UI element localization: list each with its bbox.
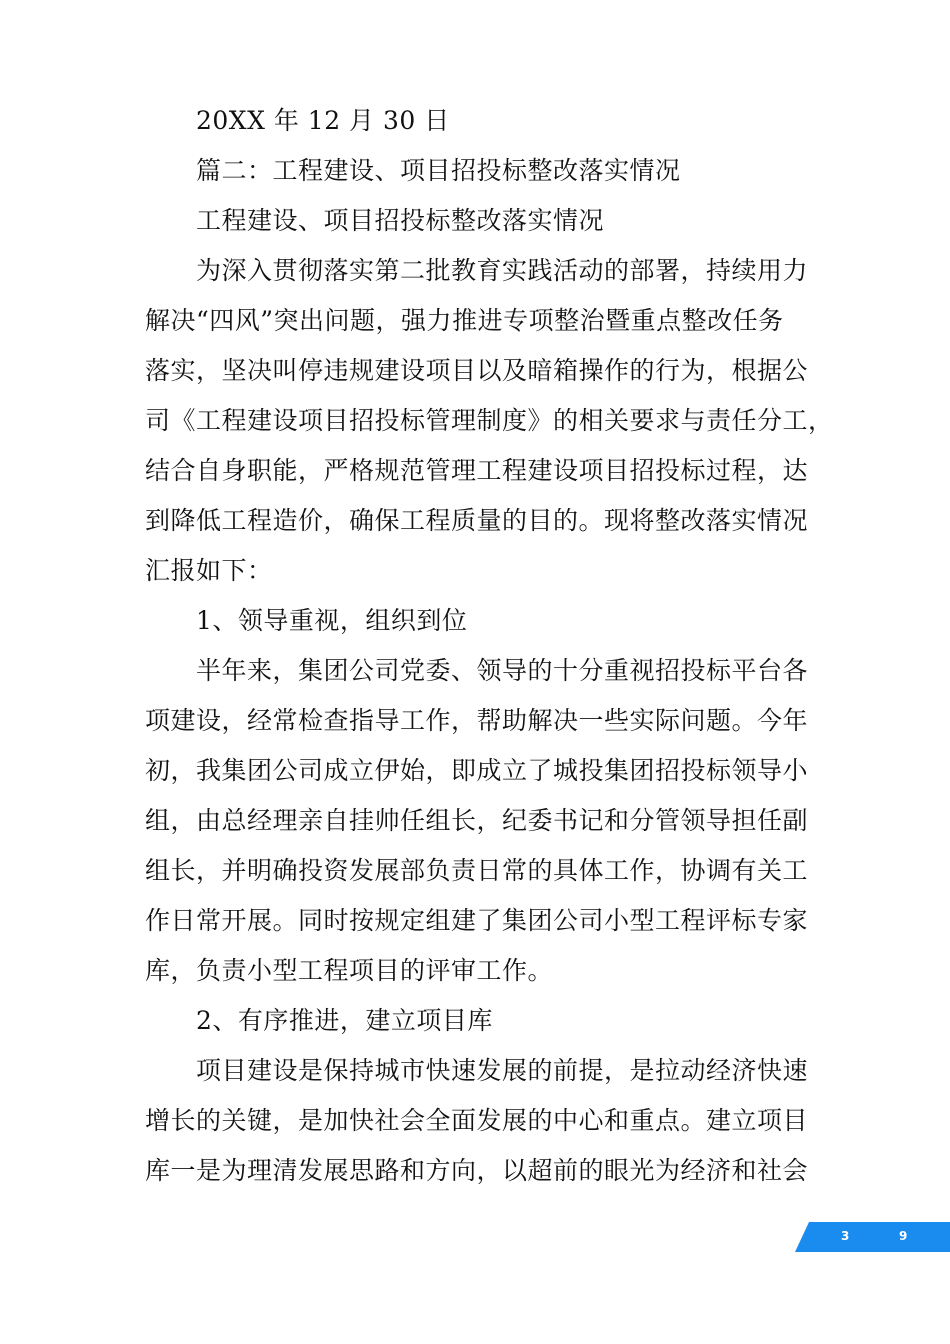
text-line: 到降低工程造价，确保工程质量的目的。现将整改落实情况 <box>145 506 809 535</box>
text-line: 半年来，集团公司党委、领导的十分重视招投标平台各 <box>196 656 809 685</box>
text-line: 落实，坚决叫停违规建设项目以及暗箱操作的行为，根据公 <box>145 356 809 385</box>
text-line: 1、领导重视，组织到位 <box>196 606 468 635</box>
text-line: 结合自身职能，严格规范管理工程建设项目招投标过程，达 <box>145 456 809 485</box>
text-line: 初，我集团公司成立伊始，即成立了城投集团招投标领导小 <box>145 756 809 785</box>
text-line: 司《工程建设项目招投标管理制度》的相关要求与责任分工， <box>145 406 834 435</box>
page-number-total: 9 <box>899 1229 908 1243</box>
text-line: 库一是为理清发展思路和方向，以超前的眼光为经济和社会 <box>145 1156 809 1185</box>
text-line: 为深入贯彻落实第二批教育实践活动的部署，持续用力 <box>196 256 809 285</box>
text-line: 项建设，经常检查指导工作，帮助解决一些实际问题。今年 <box>145 706 809 735</box>
text-line: 组长，并明确投资发展部负责日常的具体工作，协调有关工 <box>145 856 809 885</box>
page-number-current: 3 <box>841 1229 850 1243</box>
text-line: 组，由总经理亲自挂帅任组长，纪委书记和分管领导担任副 <box>145 806 809 835</box>
page-indicator-background <box>795 1222 950 1252</box>
page-indicator <box>795 1222 950 1252</box>
text-line: 增长的关键，是加快社会全面发展的中心和重点。建立项目 <box>145 1106 809 1135</box>
text-line: 篇二：工程建设、项目招投标整改落实情况 <box>196 156 681 185</box>
text-line: 2、有序推进，建立项目库 <box>196 1006 493 1035</box>
text-line: 库，负责小型工程项目的评审工作。 <box>145 956 554 985</box>
text-line: 解决“四风”突出问题，强力推进专项整治暨重点整改任务 <box>145 306 784 335</box>
text-line: 汇报如下： <box>145 556 273 585</box>
text-line: 作日常开展。同时按规定组建了集团公司小型工程评标专家 <box>145 906 809 935</box>
text-line: 20XX 年 12 月 30 日 <box>196 106 450 135</box>
text-line: 项目建设是保持城市快速发展的前提，是拉动经济快速 <box>196 1056 809 1085</box>
document-body <box>145 96 834 1196</box>
text-line: 工程建设、项目招投标整改落实情况 <box>196 206 605 235</box>
